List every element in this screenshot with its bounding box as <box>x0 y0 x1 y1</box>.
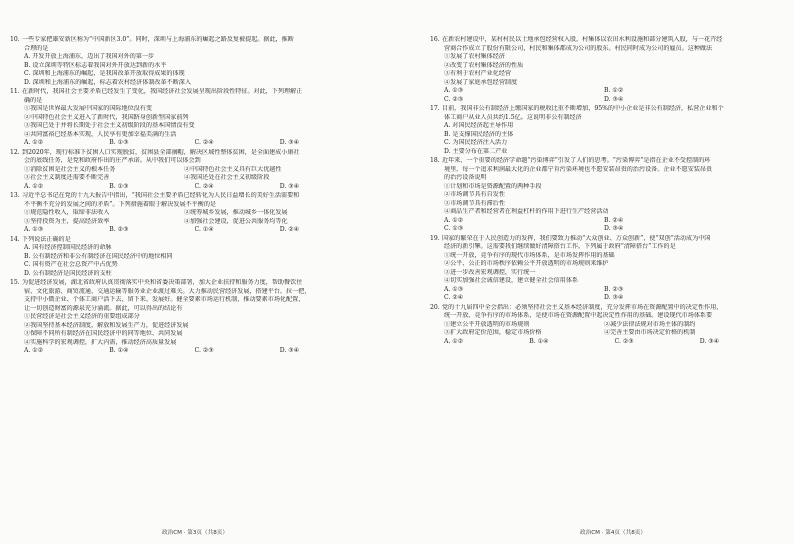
question-12-stem-line-2: 会的底线任务，是党和政府作出的庄严承诺。从中我们可以体会到 <box>24 157 201 164</box>
option-c[interactable]: C. ②③ <box>194 347 214 354</box>
option-d[interactable]: D. ③④ <box>279 182 300 190</box>
question-12-items-row-2 <box>10 174 365 183</box>
question-10 <box>10 36 365 87</box>
question-11-item-4: ④共同富裕已经基本实现，人民享有更加幸福美满的生活 <box>24 130 177 138</box>
question-13-items-row-1 <box>10 209 365 218</box>
question-11-item-1: ①我国是世界最大发展中国家的国际地位没有变 <box>24 105 152 112</box>
question-12 <box>10 149 365 192</box>
option-b[interactable]: B. ②③ <box>109 226 129 233</box>
question-10-option-a[interactable]: A. 开发开放上海浦东，迈出了我国对外的第一步 <box>24 53 155 60</box>
option-a[interactable]: A. ①② <box>24 347 44 354</box>
question-10-stem-line-1: 10. 一些专家把雄安新区称为“中国新区3.0”。同时，深圳与上海浦东的崛起之路反复被提起。据此，推断 <box>10 36 294 43</box>
question-14-option-a[interactable]: A. 国有经济控制国民经济的命脉 <box>24 244 112 251</box>
question-15-options <box>10 347 365 356</box>
question-20-stem-line-1: 20. 党的十九届四中全会指出：必须坚持社会主义基本经济制度，充分发挥市场在资源配置中的决定性作用， <box>430 303 723 311</box>
question-16-item-2: ②改变了农村集体经济的性质 <box>444 61 524 69</box>
question-18-stem-line-3: 的治污设备说明 <box>444 174 487 181</box>
item-2: ②减少法律法规对市场主体的制约 <box>604 320 696 328</box>
option-c[interactable]: C. ①③ <box>444 225 464 232</box>
option-d[interactable]: D. ③④ <box>699 337 720 345</box>
left-page-column <box>10 36 365 524</box>
question-19-item-1: ①统一开放，竞争有序的现代市场体系，是市场发挥作用的基础 <box>444 251 615 259</box>
right-page-footer: 政治CM · 第4页（共8页） <box>580 530 646 536</box>
question-11-stem-line-2: 确的是 <box>24 96 43 104</box>
question-17-stem-line-2: 体工商户从业人员共约1.5亿。这说明非公有制经济 <box>444 113 582 121</box>
option-b[interactable]: B. ①③ <box>109 139 129 146</box>
question-number: 17. <box>430 105 440 112</box>
item-3: ③社会主义制度还需要不断完善 <box>24 174 110 181</box>
question-19-options-row-2 <box>430 294 785 303</box>
question-15-item-1: ①民营经济是社会主义经济的重要组成部分 <box>24 313 140 320</box>
option-d[interactable]: D. ③④ <box>604 225 624 232</box>
question-11-stem-line-1: 11. 在新时代，我国社会主要矛盾已经发生了变化，我国经济社会发展呈现出阶段性特征。对此，下列理解正 <box>10 88 303 95</box>
question-12-stem-line-1: 12. 到2020年，现行标准下贫困人口实现脱贫，贫困县全部摘帽，解决区域性整体贫困，是全面建成小康社 <box>10 148 300 156</box>
question-16-stem-line-2: 营商合作成立了股份有限公司，村民和集体都成为公司的股东。村民同时成为公司的雇员。这种做法 <box>444 44 713 52</box>
option-c[interactable]: C. ②④ <box>194 182 214 190</box>
question-15-stem-line-2: 宿、文化旅游、商贸流通、交通运输等服务业企业渡过难关。大力推动民营经济发展，搭建平台、拉一把， <box>24 287 311 295</box>
question-12-options <box>10 183 365 192</box>
question-18-item-1: ①计划和市场是资源配置的两种手段 <box>444 182 542 190</box>
question-number: 12. <box>10 148 20 156</box>
question-18-stem-line-2: 境里，每一个追求利润最大化的企业都宁肯污染环境也不愿安装昂贵的治污设备。企业不愿安装昂贵 <box>444 165 713 173</box>
question-16-options-row-2 <box>430 96 785 105</box>
option-c[interactable]: C. ②④ <box>194 139 214 146</box>
question-13-options <box>10 226 365 235</box>
option-b[interactable]: B. ①② <box>604 87 624 94</box>
item-3: ③坚持投资为主，提高经济效率 <box>24 217 110 225</box>
item-4: ④我国还处在社会主义初级阶段 <box>184 174 270 181</box>
question-16-options-row-1 <box>430 87 785 96</box>
question-11-item-2: ②中国特色社会主义进入了新时代，我国跻身创新型国家前列 <box>24 113 189 121</box>
option-d[interactable]: D. ③④ <box>604 294 624 301</box>
option-b[interactable]: B. ①④ <box>109 347 129 354</box>
right-page-column <box>430 36 785 524</box>
question-15-item-2: ②我国坚持基本经济制度，解放和发展生产力，促进经济发展 <box>24 321 189 329</box>
question-18 <box>430 157 785 234</box>
question-16-item-4: ④发展了家庭承包经营制度 <box>444 78 518 86</box>
option-c[interactable]: C. ②③ <box>444 95 464 103</box>
question-16-item-1: ①发展了农村集体经济 <box>444 53 505 60</box>
question-17-option-c[interactable]: C. 为国民经济注入活力 <box>444 139 508 146</box>
question-15-stem-line-4: 让一切创造财富的源泉充分涌流。据此，可以得出的结论有 <box>24 304 183 312</box>
question-19-item-3: ③进一步改善宏观调控，实行统一 <box>444 268 536 276</box>
question-19 <box>430 235 785 303</box>
question-14-stem-line-1: 14. 下列说法正确的是 <box>10 235 71 243</box>
item-2: ②中国特色社会主义具有巨大优越性 <box>184 165 282 173</box>
question-14-option-c[interactable]: C. 国有资产在社会总资产中占优势 <box>24 261 118 268</box>
question-15-stem-line-1: 15. 为促进经济发展，湖北省政府认真贯彻落实中央和省委决策部署，加大企业扶持和服务力度，帮助餐饮住 <box>10 279 303 286</box>
option-d[interactable]: D. ③④ <box>279 139 300 146</box>
question-number: 18. <box>430 157 440 164</box>
question-13-stem-line-1: 13. 习近平总书记在党的十九大报告中指出，“我国社会主要矛盾已经转化为人民日益增长的美好生活需要和 <box>10 192 300 199</box>
question-20 <box>430 304 785 347</box>
option-a[interactable]: A. ①③ <box>24 226 44 233</box>
question-13-stem-line-2: 不平衡不充分的发展之间的矛盾”。下列措施着眼于解决发展不平衡的是 <box>24 200 217 208</box>
option-a[interactable]: A. ①② <box>24 182 44 190</box>
question-20-stem-line-2: 统一开放、竞争有序的市场体系，是使市场在资源配置中起决定性作用的基础。建设现代市场体系要 <box>444 312 713 319</box>
question-number: 16. <box>430 36 440 43</box>
option-d[interactable]: D. ③④ <box>604 95 624 103</box>
option-b[interactable]: B. ①④ <box>529 337 549 345</box>
question-17-option-a[interactable]: A. 对国民经济起主导作用 <box>444 122 514 129</box>
question-19-options-row-1 <box>430 286 785 295</box>
question-15-stem-line-3: 支持中小微企业、个体工商户活下去、留下来、发展好。健全要素市场运行机制，推动要素市场化配置， <box>24 296 305 303</box>
option-a[interactable]: A. ①③ <box>444 87 464 94</box>
question-18-item-3: ③市场调节具有滞后性 <box>444 199 505 207</box>
question-13 <box>10 192 365 235</box>
question-17-stem-line-1: 17. 目前，我国非公有制经济上缴国家的税收比重不断增加，95%的中小企业是非公有制经济，私营企业和个 <box>430 105 724 112</box>
question-10-stem-line-2: 合理的是 <box>24 44 49 52</box>
question-10-option-b[interactable]: B. 设立深圳等特区标志着我国对外开放达到新的水平 <box>24 61 167 69</box>
question-11-item-3: ③我国已处于并将长期处于社会主义初级阶段的基本国情没有变 <box>24 122 195 129</box>
page-gutter <box>397 10 398 530</box>
question-20-options <box>430 338 785 347</box>
question-16 <box>430 36 785 104</box>
item-1: ①规范隐性收入，取缔非法收入 <box>24 209 110 216</box>
question-12-items-row-1 <box>10 166 365 175</box>
question-13-items-row-2 <box>10 218 365 227</box>
question-20-items-row-1 <box>430 321 785 330</box>
option-c[interactable]: C. ①④ <box>194 226 214 233</box>
question-20-items-row-2 <box>430 329 785 338</box>
option-b[interactable]: B. ②④ <box>604 216 624 224</box>
option-c[interactable]: C. ②③ <box>614 337 634 345</box>
question-15-item-4: ④实施科学的宏观调控，扩大内需，推动经济高质量发展 <box>24 338 177 346</box>
item-3: ③扩大政府定价范围，稳定市场价格 <box>444 329 542 336</box>
question-number: 14. <box>10 235 20 243</box>
question-11-options <box>10 139 365 148</box>
item-4: ④加强社会建设，促进公共服务均等化 <box>184 217 288 225</box>
question-10-option-d[interactable]: D. 深圳和上海浦东的崛起，标志着农村经济体制改革不断深入 <box>24 78 191 86</box>
option-b[interactable]: B. ②③ <box>604 285 624 293</box>
question-14-option-d[interactable]: D. 公有制经济是国民经济的支柱 <box>24 269 112 277</box>
question-19-item-4: ④切实加强社会诚信建设，建立健全社会信用体系 <box>444 277 579 284</box>
option-d[interactable]: D. ③④ <box>279 347 300 354</box>
item-4: ④完善主要由市场决定价格的机制 <box>604 329 696 336</box>
question-number: 15. <box>10 279 20 286</box>
question-18-item-4: ④商品生产者和经营者在利益杠杆的作用下进行生产经营活动 <box>444 208 609 215</box>
option-a[interactable]: A. ①② <box>444 337 464 345</box>
option-a[interactable]: A. ①③ <box>444 285 464 293</box>
item-1: ①建立公平开放透明的市场规则 <box>444 320 530 328</box>
question-number: 19. <box>430 234 440 242</box>
question-number: 10. <box>10 36 20 43</box>
question-14 <box>10 236 365 279</box>
question-18-options-row-2 <box>430 225 785 234</box>
question-19-item-2: ②公平、公正的市场秩序依赖公平开放透明的市场规则来维护 <box>444 260 609 267</box>
question-10-option-c[interactable]: C. 深圳和上海浦东的崛起，是我国改革开放取得成果的体现 <box>24 70 185 77</box>
item-1: ①消除贫困是社会主义的根本任务 <box>24 165 116 173</box>
question-15-item-3: ③保障不同所有制经济在国民经济中的同等地位、共同发展 <box>24 330 183 337</box>
question-15 <box>10 279 365 356</box>
question-18-stem-line-1: 18. 近年来，一个重要的经济学命题“污染博弈”引发了人们的思考。“污染博弈”是指在企业不受控制的环 <box>430 157 711 164</box>
option-b[interactable]: B. ①③ <box>109 182 129 190</box>
question-17-option-b[interactable]: B. 是支撑国民经济的主体 <box>444 130 514 138</box>
question-17 <box>430 105 785 156</box>
question-18-options-row-1 <box>430 217 785 226</box>
question-16-item-3: ③有利于农村产业化经营 <box>444 70 512 77</box>
left-page-footer: 政治CM · 第3页（共8页） <box>162 530 228 536</box>
option-d[interactable]: D. ②④ <box>279 226 300 233</box>
option-a[interactable]: A. ①② <box>444 216 464 224</box>
item-2: ②统筹城乡发展，推动城乡一体化发展 <box>184 209 288 216</box>
question-14-option-b[interactable]: B. 公有制经济和非公有制经济在国民经济中的地位相同 <box>24 252 173 260</box>
question-number: 13. <box>10 192 20 199</box>
question-number: 20. <box>430 303 440 311</box>
question-19-stem-line-2: 经济的新引擎。这需要我们继续做好清障搭台工作。下列属于政府“清障搭台”工作的是 <box>444 243 676 250</box>
option-a[interactable]: A. ①② <box>24 139 44 146</box>
option-c[interactable]: C. ②④ <box>444 294 464 301</box>
question-17-option-d[interactable]: D. 主要分布在第二产业 <box>444 147 508 155</box>
question-19-stem-line-1: 19. 国家的繁荣在于人民创造力的发挥，我们要致力推动“大众创业、万众创新”，使“双创”活动成为中国 <box>430 234 711 242</box>
question-18-item-2: ②市场调节具有自发性 <box>444 191 505 198</box>
question-16-stem-line-1: 16. 在新农村建设中，某村村民以土地承包经营权入股，村集体以农田水利设施和部分建筑入股，与一花卉经 <box>430 36 723 43</box>
question-number: 11. <box>10 88 20 95</box>
question-11 <box>10 88 365 148</box>
